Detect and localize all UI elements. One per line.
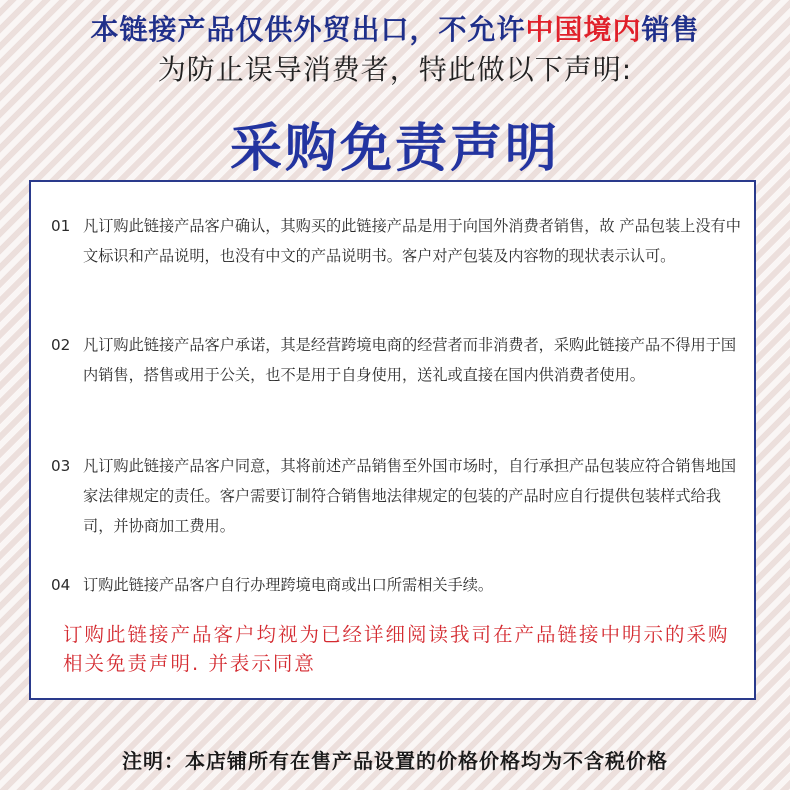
clause-text: 凡订购此链接产品客户承诺，其是经营跨境电商的经营者而非消费者，采购此链接产品不得用于国内销售，搭售或用于公关，也不是用于自身使用，送礼或直接在国内供消费者使用。 [83, 336, 737, 384]
clause-01 [51, 211, 741, 271]
header-subline: 为防止误导消费者，特此做以下声明: [157, 53, 633, 86]
headline-part1: 本链接产品仅供外贸出口，不允许 [90, 13, 526, 46]
clause-text: 订购此链接产品客户自行办理跨境电商或出口所需相关手续。 [83, 576, 494, 594]
price-footnote: 注明：本店铺所有在售产品设置的价格价格均为不含税价格 [122, 749, 668, 773]
agreement-notice: 订购此链接产品客户均视为已经详细阅读我司在产品链接中明示的采购相关免责声明. 并表示同意 [63, 623, 730, 675]
clause-number: 01 [51, 217, 71, 235]
headline-part2: 销售 [641, 13, 700, 46]
clause-number: 02 [51, 336, 71, 354]
disclaimer-panel [29, 180, 756, 700]
clause-03 [51, 451, 741, 541]
header-headline [0, 8, 790, 48]
clause-04 [51, 570, 741, 600]
headline-highlight: 中国境内 [525, 13, 642, 46]
clause-02 [51, 330, 741, 390]
clause-number: 03 [51, 457, 71, 475]
page-title: 采购免责声明 [229, 119, 560, 179]
clause-text: 凡订购此链接产品客户同意，其将前述产品销售至外国市场时，自行承担产品包装应符合销售地国家法律规定的责任。客户需要订制符合销售地法律规定的包装的产品时应自行提供包装样式给我司，并协商加工费用。 [83, 457, 737, 535]
clause-text: 凡订购此链接产品客户确认，其购买的此链接产品是用于向国外消费者销售，故 产品包装上没有中文标识和产品说明，也没有中文的产品说明书。客户对产包装及内容物的现状表示认可。 [83, 217, 741, 265]
clause-number: 04 [51, 576, 71, 594]
